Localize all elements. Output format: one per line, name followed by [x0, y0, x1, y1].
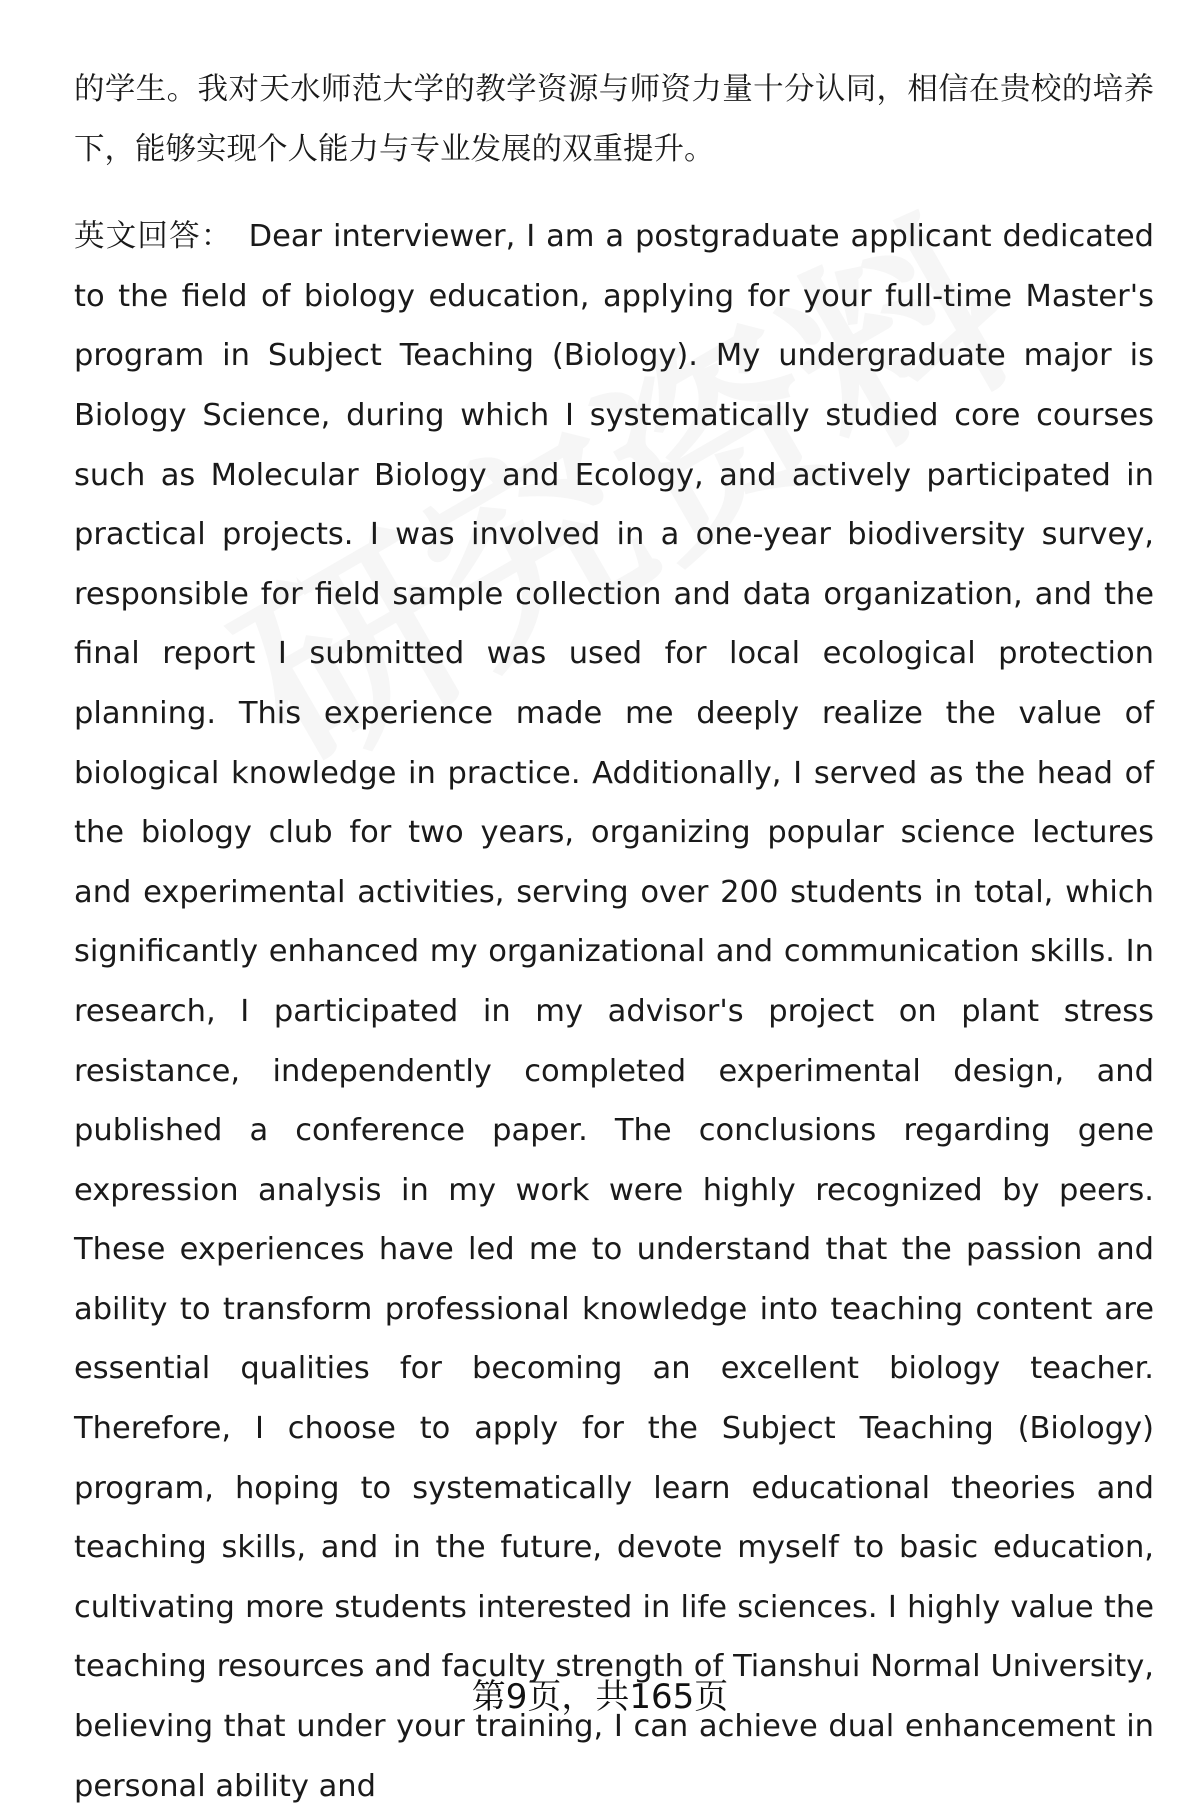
answer-text: Dear interviewer, I am a postgraduate applicant dedicated to the field of biology education, applying for your full-time Master's program in Subject Teaching (Biology). My undergraduate major is Biology Science, during which I systematically studied core courses such as Molecular Biology and Ecology, and actively participated in practical projects. I was involved in a one-year biodiversity survey, responsible for field sample collection and data organization, and the final report I submitted was used for local ecological protection planning. This experience made me deeply realize the value of biological knowledge in practice. Additionally, I served as the head of the biology club for two years, organizing popular science lectures and experimental activities, serving over 200 students in total, which significantly enhanced my organizational and communication skills. In research, I participated in my advisor's project on plant stress resistance, independently completed experimental design, and published a conference paper. The conclusions regarding gene expression analysis in my work were highly recognized by peers. These experiences have led me to understand that the passion and ability to transform professional knowledge into teaching content are essential qualities for becoming an excellent biology teacher. Therefore, I choose to apply for the Subject Teaching (Biology) program, hoping to systematically learn educational theories and teaching skills, and in the future, devote myself to basic education, cultivating more students interested in life sciences. I highly value the teaching resources and faculty strength of Tianshui Normal University, believing that under your training, I can achieve dual enhancement in personal ability and	[74, 219, 1155, 1804]
english-answer-paragraph	[74, 207, 1154, 1816]
answer-label: 英文回答：	[74, 219, 233, 255]
intro-paragraph: 的学生。我对天水师范大学的教学资源与师资力量十分认同，相信在贵校的培养下，能够实现个人能力与专业发展的双重提升。	[74, 72, 1154, 167]
page-number-footer: 第9页，共165页	[471, 1677, 729, 1717]
document-body	[74, 60, 1154, 1816]
